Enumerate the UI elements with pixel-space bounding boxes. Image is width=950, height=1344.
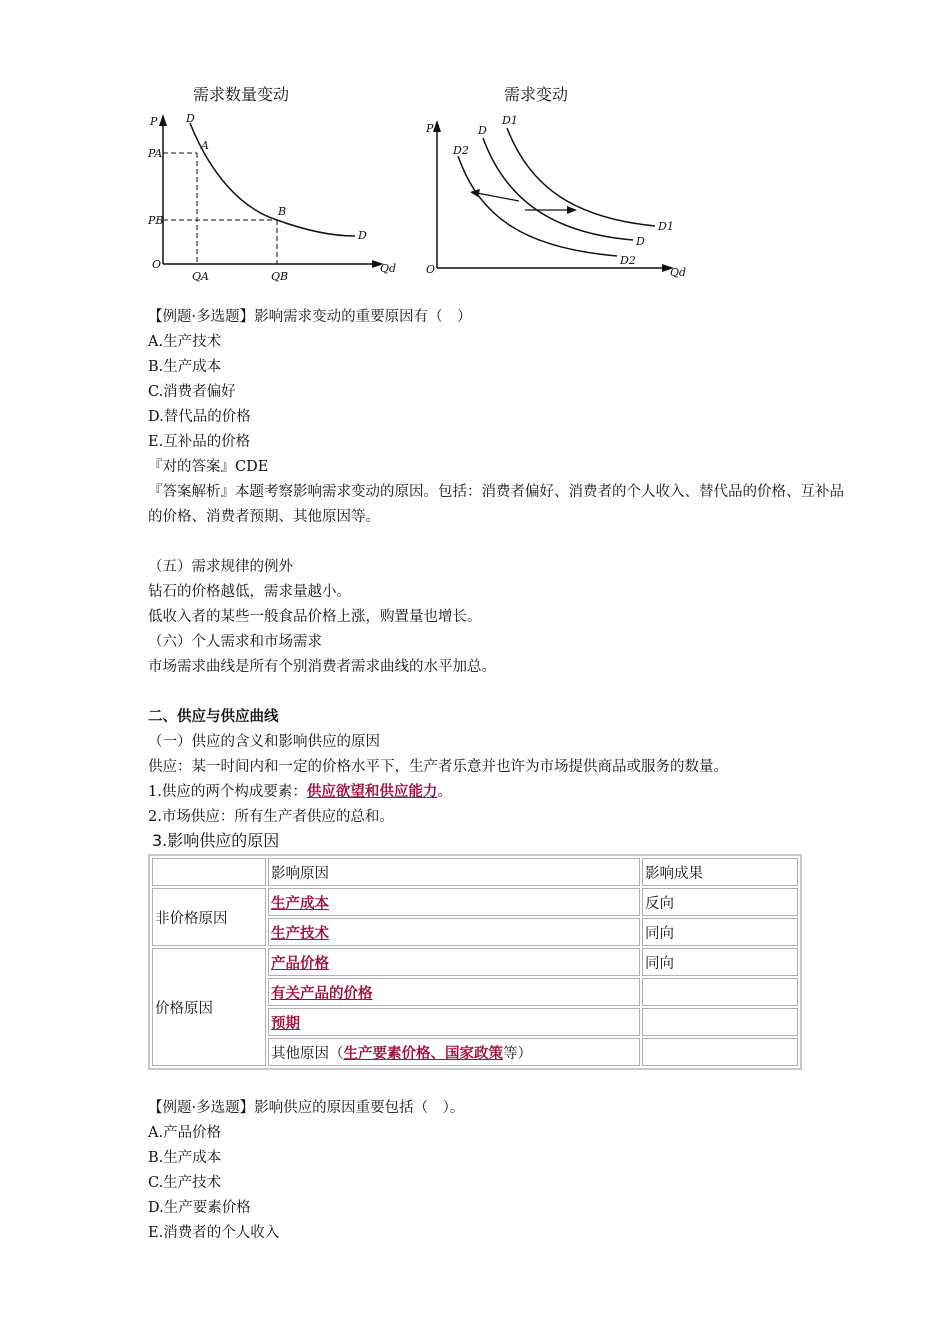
supply-item-2: 2.市场供应：所有生产者供应的总和。 (148, 809, 394, 825)
price-factors-group: 价格原因 (152, 948, 266, 1066)
question-2-option-d: D.生产要素价格 (148, 1200, 251, 1216)
other-factors-prefix: 其他原因（ (271, 1045, 344, 1062)
question-1-option-d: D.替代品的价格 (148, 409, 251, 425)
right-d1-top-label: D1 (502, 114, 518, 127)
right-origin-label: O (426, 263, 436, 276)
section-5-line-1: 钻石的价格越低，需求量越小。 (148, 584, 351, 600)
table-factor-cell (268, 1008, 640, 1036)
left-d-top-label: D (186, 112, 195, 125)
left-y-arrow (159, 114, 167, 126)
left-pb-label: PB (148, 214, 164, 227)
left-point-b-label: B (278, 205, 287, 218)
quantity-demanded-change-chart (140, 78, 397, 288)
supply-definition: 供应：某一时间内和一定的价格水平下，生产者乐意并也许为市场提供商品或服务的数量。 (148, 759, 728, 775)
table-row (152, 888, 798, 916)
shift-left-arrow-line (477, 193, 519, 201)
right-d1-end-label: D1 (658, 220, 674, 233)
table-header-result: 影响成果 (642, 858, 798, 886)
question-1-option-c: C.消费者偏好 (148, 384, 236, 400)
table-factor-cell (268, 1038, 640, 1066)
question-2-option-c: C.生产技术 (148, 1175, 222, 1191)
question-1-option-e: E.互补品的价格 (148, 434, 251, 450)
table-result-cell (642, 1038, 798, 1066)
section-6-heading: （六）个人需求和市场需求 (148, 634, 322, 650)
table-result-cell: 同向 (642, 918, 798, 946)
factor-price-policy-link[interactable]: 生产要素价格、国家政策 (343, 1045, 503, 1062)
right-d-top-label: D (478, 124, 487, 137)
table-factor-cell (268, 978, 640, 1006)
left-point-a-label: A (201, 139, 209, 152)
right-d1-curve (507, 128, 655, 226)
question-1-analysis: 『答案解析』本题考察影响需求变动的原因。包括：消费者偏好、消费者的个人收入、替代品的价格、互补品的价格、消费者预期、其他原因等。 (148, 484, 844, 525)
part-2-title: 二、供应与供应曲线 (148, 709, 279, 725)
left-d-end-label: D (358, 229, 367, 242)
table-result-cell (642, 1008, 798, 1036)
supply-factors-table (148, 854, 802, 1070)
production-technology-link[interactable]: 生产技术 (271, 925, 329, 942)
right-d2-curve (458, 156, 617, 256)
left-pa-label: PA (148, 147, 163, 160)
table-header-factor: 影响原因 (268, 858, 640, 886)
supply-item-1-suffix: 。 (437, 784, 452, 800)
section-5-line-2: 低收入者的某些一般食品价格上涨，购置量也增长。 (148, 609, 482, 625)
question-2-option-b: B.生产成本 (148, 1150, 222, 1166)
left-chart-title: 需求数量变动 (193, 85, 290, 104)
question-1-option-b: B.生产成本 (148, 359, 222, 375)
supply-factors-title: 3.影响供应的原因 (152, 831, 280, 850)
right-y-arrow (433, 120, 441, 132)
right-d2-top-label: D2 (453, 144, 469, 157)
demand-figures (140, 78, 700, 288)
right-d-curve (483, 138, 633, 240)
section-5-heading: （五）需求规律的例外 (148, 559, 293, 575)
table-factor-cell (268, 948, 640, 976)
question-1-option-a: A.生产技术 (148, 334, 222, 350)
document-body (148, 305, 848, 1246)
table-factor-cell (268, 918, 640, 946)
question-1: 【例题·多选题】影响需求变动的重要原因有（ ） (148, 309, 472, 325)
product-price-link[interactable]: 产品价格 (271, 955, 329, 972)
left-demand-curve (190, 123, 355, 236)
table-result-cell: 同向 (642, 948, 798, 976)
part-2-subheading: （一）供应的含义和影响供应的原因 (148, 734, 380, 750)
expectation-link[interactable]: 预期 (271, 1015, 300, 1032)
table-factor-cell (268, 888, 640, 916)
left-origin-label: O (152, 258, 162, 271)
left-p-label: P (150, 115, 158, 128)
table-row (152, 948, 798, 976)
non-price-factors-group: 非价格原因 (152, 888, 266, 946)
question-2: 【例题·多选题】影响供应的原因重要包括（ ）。 (148, 1100, 465, 1116)
section-6-line-1: 市场需求曲线是所有个别消费者需求曲线的水平加总。 (148, 659, 496, 675)
related-product-price-link[interactable]: 有关产品的价格 (271, 985, 373, 1002)
shift-right-arrow-head (567, 206, 577, 214)
left-qa-label: QA (192, 270, 209, 283)
question-2-option-a: A.产品价格 (148, 1125, 222, 1141)
production-cost-link[interactable]: 生产成本 (271, 895, 329, 912)
right-p-label: P (426, 122, 434, 135)
table-header-cell-empty (152, 858, 266, 886)
right-qd-label: Qd (670, 266, 687, 279)
question-2-option-e: E.消费者的个人收入 (148, 1225, 280, 1241)
supply-elements-link[interactable]: 供应欲望和供应能力 (306, 784, 438, 800)
table-header-row (152, 858, 798, 886)
other-factors-suffix: 等） (503, 1045, 532, 1062)
table-result-cell: 反向 (642, 888, 798, 916)
demand-change-chart (420, 78, 700, 288)
left-qd-label: Qd (380, 262, 397, 275)
right-d-end-label: D (636, 235, 645, 248)
question-1-answer: 『对的答案』CDE (148, 459, 269, 475)
right-d2-end-label: D2 (620, 254, 636, 267)
right-chart-title: 需求变动 (504, 85, 569, 104)
table-result-cell (642, 978, 798, 1006)
supply-item-1-text: 1.供应的两个构成要素： (148, 784, 307, 800)
left-qb-label: QB (271, 270, 289, 283)
supply-item-1 (148, 780, 848, 805)
